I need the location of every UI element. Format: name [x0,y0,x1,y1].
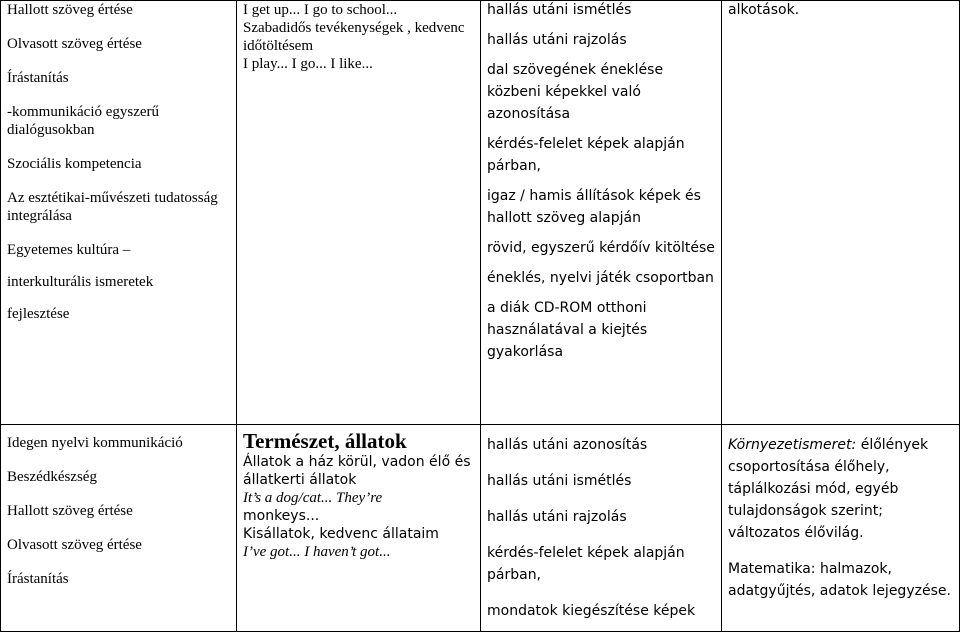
activity-item: kérdés-felelet képek alapján párban, [487,545,685,583]
topic-example: I’ve got... I haven’t got... [243,544,391,560]
activity-item: igaz / hamis állítások képek és hallott szöveg alapján [487,188,701,226]
connection-text: alkotások. [728,2,800,18]
competency-item: Írástanítás [7,70,69,86]
topics-cell [237,1,481,425]
topic-line: I play... I go... I like... [243,56,373,72]
activity-item: hallás utáni azonosítás [487,437,648,453]
activity-item: dal szövegének éneklése közbeni képekkel való azonosítása [487,62,664,122]
competency-item: Az esztétikai-művészeti tudatosság integrálása [7,190,218,224]
connections-cell [722,425,960,632]
competencies-cell [1,425,237,632]
activity-item: rövid, egyszerű kérdőív kitöltése [487,240,715,256]
activity-item: éneklés, nyelvi játék csoportban [487,270,714,286]
topic-line: Szabadidős tevékenységek , kedvenc időtöltésem [243,20,465,54]
activity-item: hallás utáni rajzolás [487,509,627,525]
topic-line: monkeys... [243,508,320,524]
table-row [1,1,960,425]
activities-cell [481,1,722,425]
competency-item: Egyetemes kultúra – [7,242,131,258]
topic-example: It’s a dog/cat... They’re [243,490,383,506]
topic-line: I get up... I go to school... [243,2,398,18]
competency-item: interkulturális ismeretek [7,274,154,290]
connections-cell [722,1,960,425]
subject-label: Környezetismeret: [728,437,857,453]
competencies-cell [1,1,237,425]
competency-item: Olvasott szöveg értése [7,537,142,553]
activity-item: kérdés-felelet képek alapján párban, [487,136,685,174]
competency-item: Szociális kompetencia [7,156,142,172]
competency-item: Írástanítás [7,571,69,587]
table-row [1,425,960,632]
activity-item: hallás utáni ismétlés [487,473,632,489]
connection-paragraph [728,434,953,544]
activity-item: hallás utáni rajzolás [487,32,627,48]
competency-item: Beszédkészség [7,469,97,485]
activity-item: hallás utáni ismétlés [487,2,632,18]
competency-item: Hallott szöveg értése [7,2,133,18]
activities-cell [481,425,722,632]
topic-heading: Természet, állatok [243,429,407,453]
connection-text: élőlények csoportosítása élőhely, táplálkozási mód, egyéb tulajdonságok szerint; változatos élővilág. [728,437,929,541]
competency-item: -kommunikáció egyszerű dialógusokban [7,104,160,138]
activity-item: a diák CD-ROM otthoni használatával a kiejtés gyakorlása [487,300,648,360]
competency-item: Hallott szöveg értése [7,503,133,519]
competency-item: Idegen nyelvi kommunikáció [7,435,183,451]
topic-line: Kisállatok, kedvenc állataim [243,526,439,542]
topic-line: Állatok a ház körül, vadon élő és állatkerti állatok [243,454,471,488]
competency-item: fejlesztése [7,306,70,322]
connection-paragraph: Matematika: halmazok, adatgyűjtés, adatok lejegyzése. [728,561,951,599]
activity-item: mondatok kiegészítése képek [487,603,696,619]
competency-item: Olvasott szöveg értése [7,36,142,52]
topics-cell [237,425,481,632]
